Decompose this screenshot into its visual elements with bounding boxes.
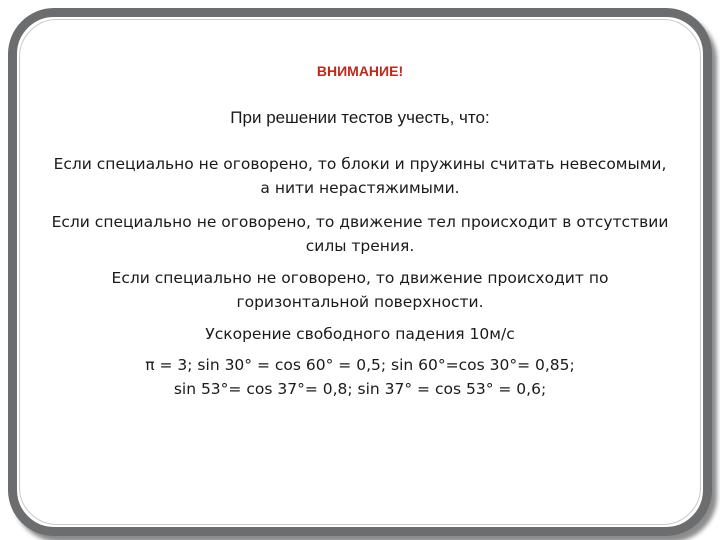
warning-title: ВНИМАНИЕ!	[316, 63, 404, 79]
intro-subtitle: При решении тестов учесть, что:	[230, 108, 490, 127]
note-weightless-blocks: Если специально не оговорено, то блоки и пружины считать невесомыми, а нити нерастяжимыми.	[53, 155, 667, 197]
note-horizontal-surface: Если специально не оговорено, то движение происходит по горизонтальной поверхности.	[111, 269, 609, 311]
note-trig-values: π = 3; sin 30° = cos 60° = 0,5; sin 60°=cos 30°= 0,85; sin 53°= cos 37°= 0,8; sin 37° = cos 53° = 0,6;	[145, 356, 575, 398]
note-no-friction: Если специально не оговорено, то движение тел происходит в отсутствии силы трения.	[51, 213, 669, 255]
note-gravity-acceleration: Ускорение свободного падения 10м/с	[205, 325, 515, 343]
